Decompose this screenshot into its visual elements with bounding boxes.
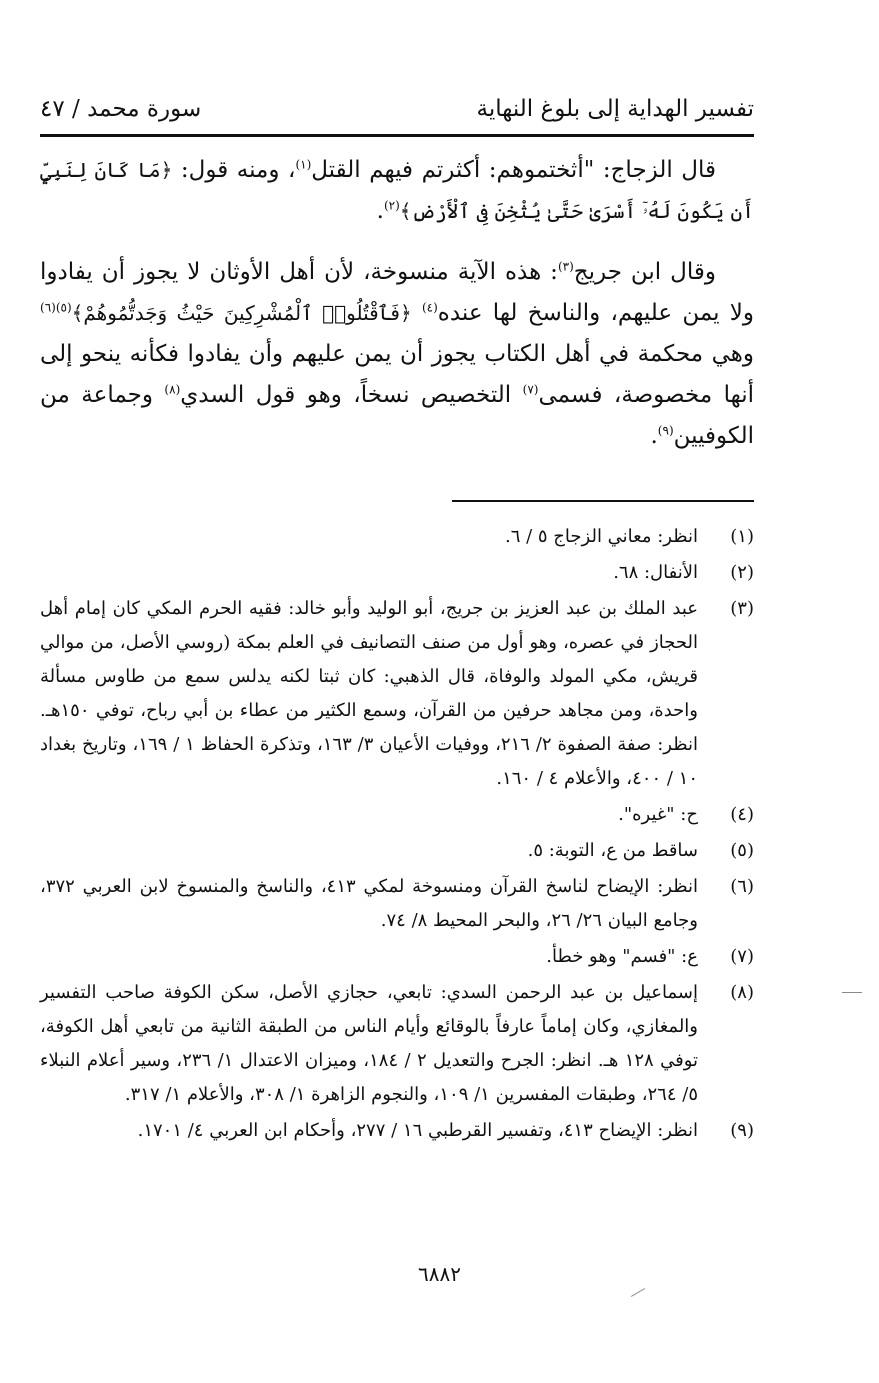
header-rule bbox=[40, 134, 754, 137]
para2-a: وقال ابن جريج bbox=[573, 259, 716, 285]
page-number: ٦٨٨٢ bbox=[418, 1262, 461, 1286]
footnote-ref-5-6: (٥)(٦) bbox=[40, 300, 72, 315]
footnote-number: (٩) bbox=[730, 1120, 754, 1141]
para1-mid: ، ومنه قول: bbox=[180, 157, 296, 183]
footnote-item bbox=[40, 1114, 754, 1148]
scan-mark bbox=[842, 992, 862, 993]
para2-c: وهي محكمة في أهل الكتاب يجوز أن يمن عليهم وأن يفادوا فكأنه ينحو إلى أنها مخصوصة، فسمى bbox=[40, 341, 755, 408]
footnote-ref-7: (٧) bbox=[522, 382, 539, 397]
surah-page-label: سورة محمد / ٤٧ bbox=[40, 96, 202, 122]
footnote-number: (٨) bbox=[730, 982, 754, 1003]
footnote-text: انظر: الإيضاح لناسخ القرآن ومنسوخة لمكي ٤١٣، والناسخ والمنسوخ لابن العربي ٣٧٢، وجامع البيان ٢٦/ ٢٦، والبحر المحيط ٨/ ٧٤. bbox=[40, 876, 699, 931]
footnote-number: (٥) bbox=[730, 840, 754, 861]
footnotes bbox=[40, 520, 754, 1150]
para2-b: : هذه الآية منسوخة، لأن أهل الأوثان لا يجوز أن يفادوا ولا يمن عليهم، والناسخ لها عنده bbox=[40, 259, 755, 326]
footnote-item bbox=[40, 940, 754, 974]
para1-text: قال الزجاج: "أثختموهم: أكثرتم فيهم القتل bbox=[311, 157, 716, 183]
running-header bbox=[40, 90, 754, 132]
para2-e: وجماعة من الكوفيين bbox=[40, 382, 754, 449]
paragraph-zajjaj bbox=[40, 150, 754, 232]
footnote-item bbox=[40, 556, 754, 590]
footnote-item bbox=[40, 798, 754, 832]
footnote-number: (٧) bbox=[730, 946, 754, 967]
para1-end: . bbox=[376, 198, 384, 224]
footnote-text: انظر: معاني الزجاج ٥ / ٦. bbox=[504, 526, 698, 547]
footnote-ref-4: (٤) bbox=[421, 300, 438, 315]
footnote-text: ح: "غيره". bbox=[618, 804, 698, 825]
footnote-separator bbox=[452, 500, 754, 502]
footnote-item bbox=[40, 592, 754, 796]
footnote-text: ساقط من ع، التوبة: ٥. bbox=[527, 840, 698, 861]
footnote-text: ع: "فسم" وهو خطأ. bbox=[546, 946, 698, 967]
footnote-ref-9: (٩) bbox=[657, 423, 674, 438]
footnote-number: (٦) bbox=[730, 876, 754, 897]
para2-end: . bbox=[650, 423, 658, 449]
footnote-number: (٣) bbox=[730, 598, 754, 619]
quran-verse-anfal: ﴿مَا كَانَ لِنَبِيٍّ أَن يَكُونَ لَهُۥٓ أَسْرَىٰ حَتَّىٰ يُثْخِنَ فِى ٱلْأَرْضِ﴾ bbox=[40, 158, 754, 223]
footnote-item bbox=[40, 520, 754, 554]
book-title: تفسير الهداية إلى بلوغ النهاية bbox=[476, 96, 754, 122]
footnote-text: انظر: الإيضاح ٤١٣، وتفسير القرطبي ١٦ / ٢٧٧، وأحكام ابن العربي ٤/ ١٧٠١. bbox=[137, 1120, 698, 1141]
footnote-number: (٢) bbox=[730, 562, 754, 583]
footnote-number: (١) bbox=[730, 526, 754, 547]
paragraph-ibn-jurayj bbox=[40, 252, 754, 457]
para2-d: التخصيص نسخاً، وهو قول السدي bbox=[180, 382, 512, 408]
footnote-item bbox=[40, 834, 754, 868]
quran-verse-tawba: ﴿فَٱقْتُلُوا۟ ٱلْمُشْرِكِينَ حَيْثُ وَجَدتُّمُوهُمْ﴾ bbox=[71, 301, 412, 325]
footnote-text: عبد الملك بن عبد العزيز بن جريج، أبو الوليد وأبو خالد: فقيه الحرم المكي كان إمام أهل الحجاز في عصره، وهو أول من صنف التصانيف في العلم بمكة (روسي الأصل، من موالي قريش، مكي المولد والوفاة، قال الذهبي: كان ثبتا لكنه يدلس سمع من طاوس مسألة واحدة، ومن مجاهد حرفين من القرآن، وسمع الكثير من عطاء بن أبي رباح، توفي ١٥٠هـ. انظر: صفة الصفوة ٢/ ٢١٦، ووفيات الأعيان ٣/ ١٦٣، وتذكرة الحفاظ ١ / ١٦٩، وتاريخ بغداد ١٠ / ٤٠٠، والأعلام ٤ / ١٦٠. bbox=[40, 598, 698, 789]
footnote-ref-3: (٣) bbox=[557, 259, 574, 274]
scan-mark bbox=[631, 1288, 645, 1297]
footnote-ref-8: (٨) bbox=[164, 382, 181, 397]
footnote-item bbox=[40, 976, 754, 1112]
footnote-item bbox=[40, 870, 754, 938]
footnote-ref-2: (٢) bbox=[383, 198, 400, 213]
footnote-text: الأنفال: ٦٨. bbox=[613, 562, 698, 583]
main-text bbox=[40, 150, 754, 457]
footnote-ref-1: (١) bbox=[295, 157, 312, 172]
footnote-text: إسماعيل بن عبد الرحمن السدي: تابعي، حجازي الأصل، سكن الكوفة صاحب التفسير والمغازي، وكان إماماً عارفاً بالوقائع وأيام الناس من الطبقة الثانية من تابعي أهل الكوفة، توفي ١٢٨ هـ. انظر: الجرح والتعديل ٢ / ١٨٤، وميزان الاعتدال ١/ ٢٣٦، وسير أعلام النبلاء ٥/ ٢٦٤، وطبقات المفسرين ١/ ١٠٩، والنجوم الزاهرة ١/ ٣٠٨، والأعلام ١/ ٣١٧. bbox=[40, 982, 699, 1105]
footnote-number: (٤) bbox=[730, 804, 754, 825]
